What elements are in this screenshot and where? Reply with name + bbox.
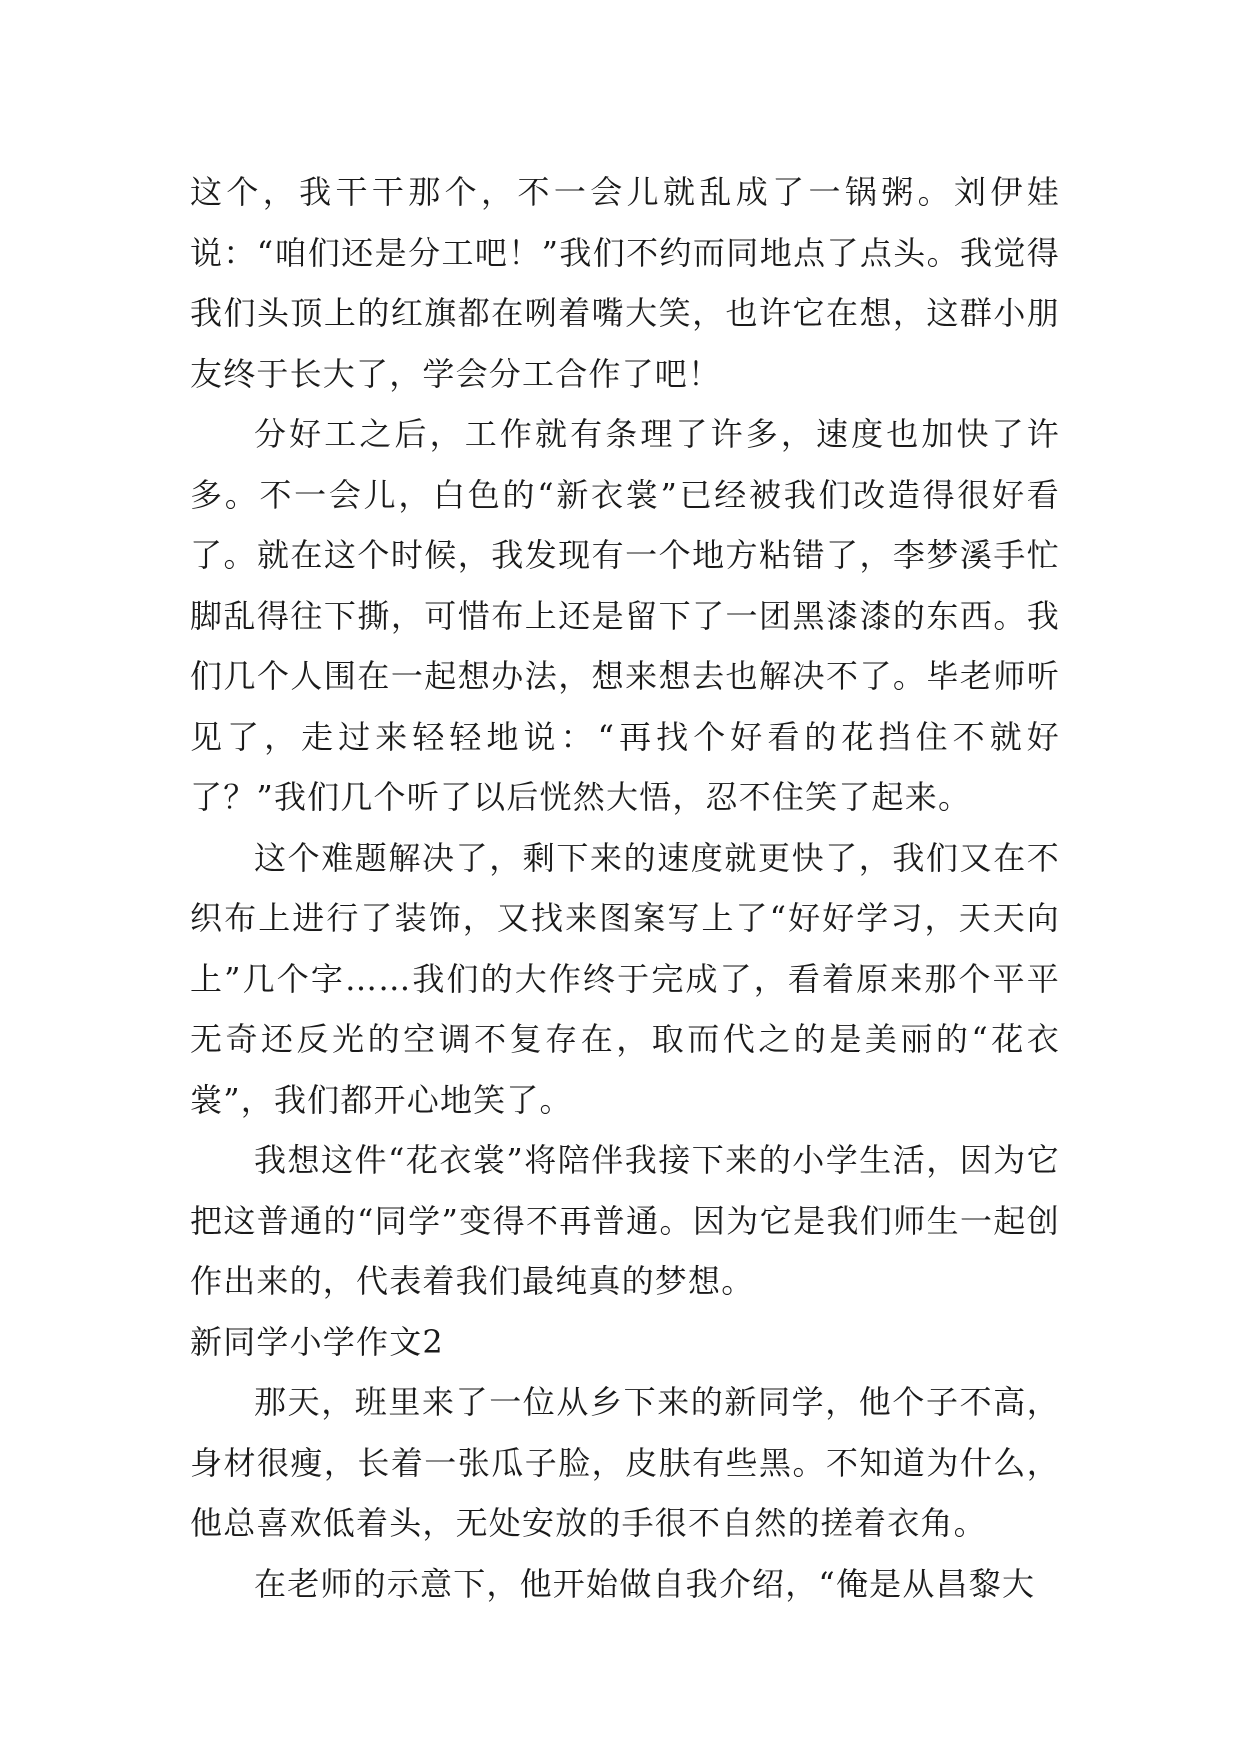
document-body (190, 162, 1060, 1614)
paragraph: 我想这件“花衣裳”将陪伴我接下来的小学生活，因为它把这普通的“同学”变得不再普通。因为它是我们师生一起创作出来的，代表着我们最纯真的梦想。 (190, 1141, 1060, 1300)
paragraph: 在老师的示意下，他开始做自我介绍，“俺是从昌黎大 (254, 1564, 1036, 1603)
section-heading: 新同学小学作文2 (190, 1322, 444, 1361)
paragraph: 那天，班里来了一位从乡下来的新同学，他个子不高，身材很瘦，长着一张瓜子脸，皮肤有些黑。不知道为什么，他总喜欢低着头，无处安放的手很不自然的搓着衣角。 (190, 1383, 1060, 1542)
paragraph-continued: 这个，我干干那个，不一会儿就乱成了一锅粥。刘伊娃说：“咱们还是分工吧！”我们不约而同地点了点头。我觉得我们头顶上的红旗都在咧着嘴大笑，也许它在想，这群小朋友终于长大了，学会分工合作了吧！ (190, 173, 1060, 393)
paragraph: 这个难题解决了，剩下来的速度就更快了，我们又在不织布上进行了装饰，又找来图案写上了“好好学习，天天向上”几个字……我们的大作终于完成了，看着原来那个平平无奇还反光的空调不复存在，取而代之的是美丽的“花衣裳”，我们都开心地笑了。 (190, 838, 1060, 1119)
paragraph: 分好工之后，工作就有条理了许多，速度也加快了许多。不一会儿，白色的“新衣裳”已经被我们改造得很好看了。就在这个时候，我发现有一个地方粘错了，李梦溪手忙脚乱得往下撕，可惜布上还是留下了一团黑漆漆的东西。我们几个人围在一起想办法，想来想去也解决不了。毕老师听见了，走过来轻轻地说：“再找个好看的花挡住不就好了？”我们几个听了以后恍然大悟，忍不住笑了起来。 (190, 415, 1060, 816)
